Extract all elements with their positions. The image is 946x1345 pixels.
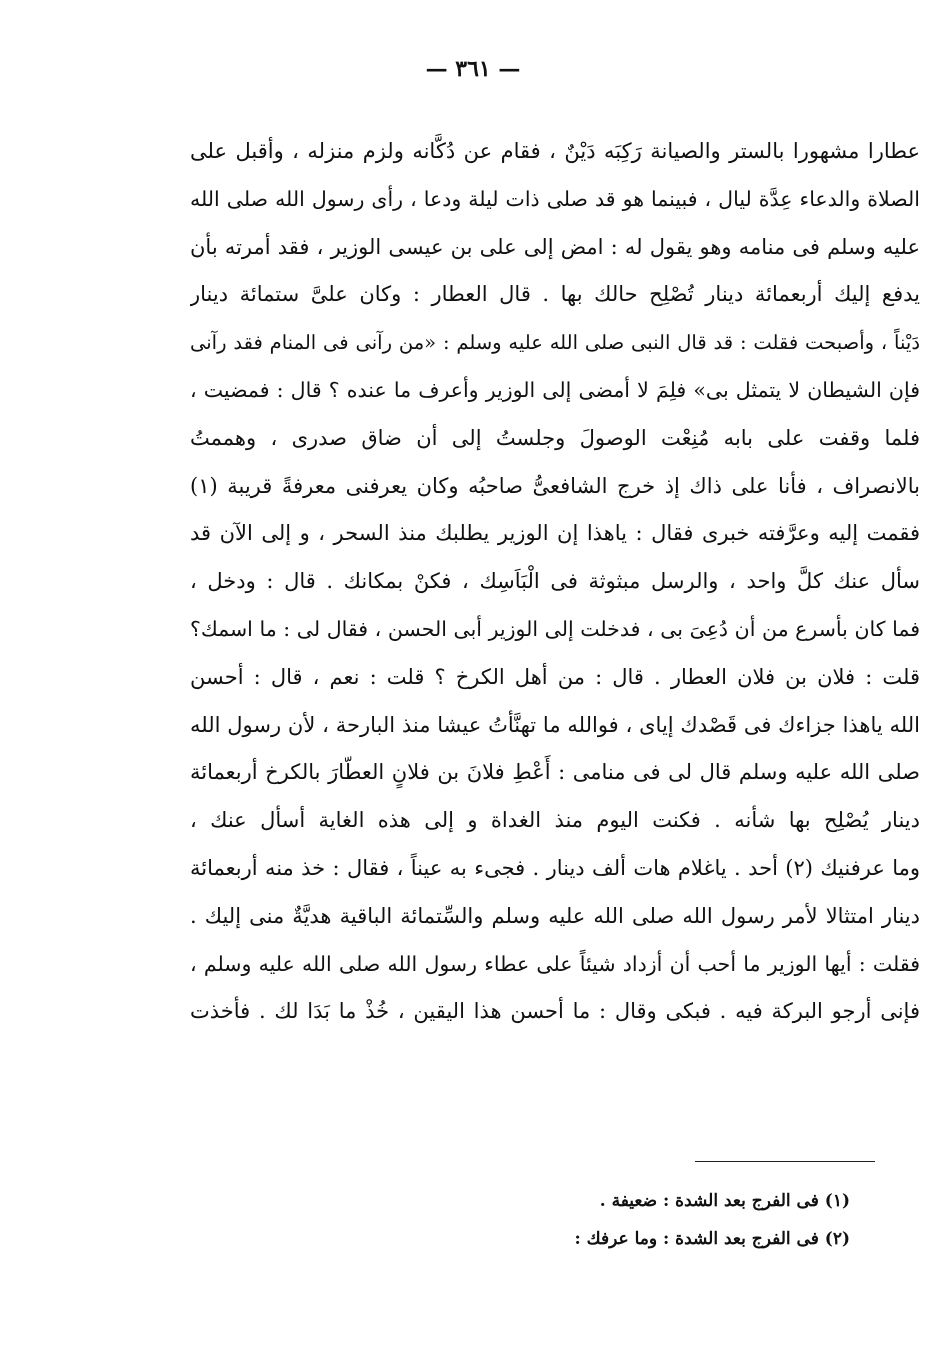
text-line-14: صلى الله عليه وسلم قال لى فى منامى : أَعْطِ فلانَ بن فلانٍ العطّارَ بالكرخ أربعمائة [190, 760, 920, 785]
text-line-19: فإنى أرجو البركة فيه . فبكى وقال : ما أحسن هذا اليقين ، خُذْ ما بَدَا لك . فأخذت [190, 999, 920, 1024]
page-number: — ٣٦١ — [425, 56, 521, 82]
text-line-17: دينار امتثالا لأمر رسول الله صلى الله عليه وسلم والسِّتمائة الباقية هديَّةٌ منى إليك . [190, 903, 920, 928]
body-text [190, 128, 920, 1036]
text-line-11: فما كان بأسرع من أن دُعِىَ بى ، فدخلت إلى الوزير أبى الحسن ، فقال لى : ما اسمك؟ [190, 616, 920, 641]
text-line-13: الله ياهذا جزاءك فى قَصْدك إياى ، فوالله ما تهنَّأتُ عيشا منذ البارحة ، لأن رسول الله [190, 712, 920, 737]
text-line-18: فقلت : أيها الوزير ما أحب أن أزداد شيئاً على عطاء رسول الله صلى الله عليه وسلم ، [190, 951, 920, 976]
text-line-10: سأل عنك كلَّ واحد ، والرسل مبثوثة فى الْبَاَسِك ، فكنْ بمكانك . قال : ودخل ، [190, 569, 920, 594]
text-line-8: بالانصراف ، فأنا على ذاك إذ خرج الشافعىُّ صاحبُه وكان يعرفنى معرفةً قريبة (١) [190, 473, 920, 498]
footnote-divider [695, 1161, 875, 1162]
text-line-7: فلما وقفت على بابه مُنِعْت الوصولَ وجلستُ إلى أن ضاق صدرى ، وهممتُ [190, 425, 920, 450]
text-line-4: يدفع إليك أربعمائة دينار تُصْلِح حالك بها . قال العطار : وكان علىَّ ستمائة دينار [190, 282, 920, 307]
text-line-9: فقمت إليه وعرَّفته خبرى فقال : ياهذا إن الوزير يطلبك منذ السحر ، و إلى الآن قد [190, 521, 920, 546]
text-line-6: فإن الشيطان لا يتمثل بى» فلِمَ لا أمضى إلى الوزير وأعرف ما عنده ؟ قال : فمضيت ، [190, 377, 920, 402]
footnotes [300, 1182, 850, 1258]
text-line-3: عليه وسلم فى منامه وهو يقول له : امض إلى على بن عيسى الوزير ، فقد أمرته بأن [190, 234, 920, 259]
text-line-1: عطارا مشهورا بالستر والصيانة رَكِبَه دَيْنٌ ، فقام عن دُكَّانه ولزم منزله ، وأقبل على [190, 139, 920, 163]
text-line-16: وما عرفنيك (٢) أحد . ياغلام هات ألف دينار . فجىء به عيناً ، فقال : خذ منه أربعمائة [190, 855, 920, 880]
footnote-1: (١) فى الفرج بعد الشدة : ضعيفة . [599, 1191, 850, 1211]
text-line-5: دَيْناً ، وأصبحت فقلت : قد قال النبى صلى الله عليه وسلم : «من رآنى فى المنام فقد رآنى [190, 331, 920, 355]
footnote-2: (٢) فى الفرج بعد الشدة : وما عرفك : [574, 1229, 850, 1249]
text-line-2: الصلاة والدعاء عِدَّة ليال ، فبينما هو قد صلى ذات ليلة ودعا ، رأى رسول الله صلى الله [190, 186, 920, 211]
text-line-12: قلت : فلان بن فلان العطار . قال : من أهل الكرخ ؟ قلت : نعم ، قال : أحسن [190, 664, 920, 689]
text-line-15: دينار يُصْلِح بها شأنه . فكنت اليوم منذ الغداة و إلى هذه الغاية أسأل عنك ، [190, 808, 920, 833]
